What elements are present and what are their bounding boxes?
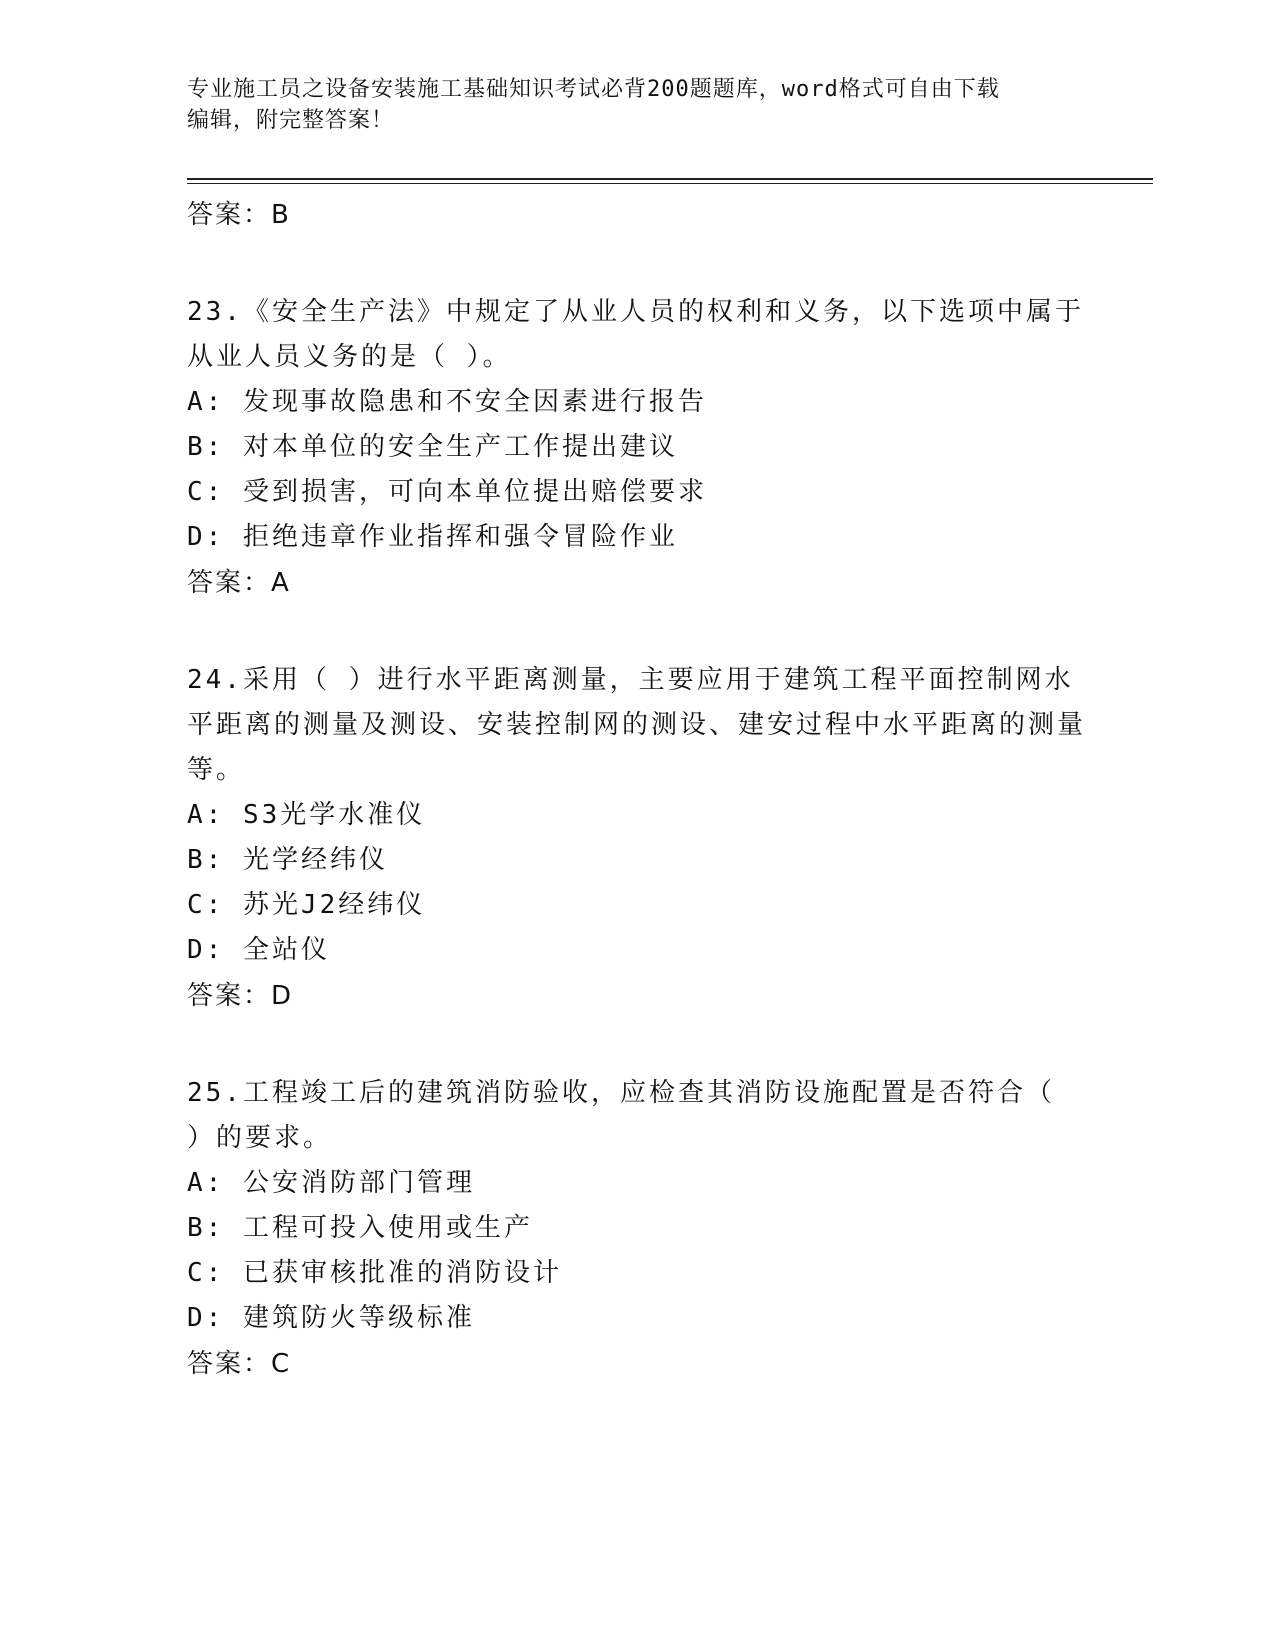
question-24 xyxy=(187,658,1087,1019)
option-c: C: 受到损害，可向本单位提出赔偿要求 xyxy=(187,477,707,507)
option-d: D: 建筑防火等级标准 xyxy=(187,1303,475,1333)
option-c: C: 苏光J2经纬仪 xyxy=(187,890,426,920)
question-text: 25.工程竣工后的建筑消防验收，应检查其消防设施配置是否符合（ ）的要求。 xyxy=(187,1078,1055,1153)
answer-line: 答案：A xyxy=(187,568,291,598)
question-text: 23.《安全生产法》中规定了从业人员的权利和义务，以下选项中属于从业人员义务的是（ ）。 xyxy=(187,297,1084,372)
document-header xyxy=(187,74,1087,136)
option-b: B: 工程可投入使用或生产 xyxy=(187,1213,533,1243)
header-divider xyxy=(187,178,1153,180)
answer-line: 答案：D xyxy=(187,981,294,1011)
header-line-2: 编辑，附完整答案！ xyxy=(187,108,395,133)
option-a: A: S3光学水准仪 xyxy=(187,800,426,830)
option-b: B: 对本单位的安全生产工作提出建议 xyxy=(187,432,678,462)
option-d: D: 拒绝违章作业指挥和强令冒险作业 xyxy=(187,522,678,552)
header-divider-thin xyxy=(187,183,1153,184)
question-25 xyxy=(187,1071,1087,1387)
option-d: D: 全站仪 xyxy=(187,935,330,965)
question-list xyxy=(187,192,1087,1387)
answer-line: 答案：B xyxy=(187,200,291,230)
header-line-1: 专业施工员之设备安装施工基础知识考试必背200题题库，word格式可自由下载 xyxy=(187,77,1000,102)
option-a: A: 发现事故隐患和不安全因素进行报告 xyxy=(187,387,707,417)
option-b: B: 光学经纬仪 xyxy=(187,845,388,875)
option-c: C: 已获审核批准的消防设计 xyxy=(187,1258,562,1288)
option-a: A: 公安消防部门管理 xyxy=(187,1168,475,1198)
question-23 xyxy=(187,290,1087,606)
question-text: 24.采用（ ）进行水平距离测量，主要应用于建筑工程平面控制网水平距离的测量及测设、安装控制网的测设、建安过程中水平距离的测量等。 xyxy=(187,665,1087,785)
answer-line: 答案：C xyxy=(187,1349,292,1379)
